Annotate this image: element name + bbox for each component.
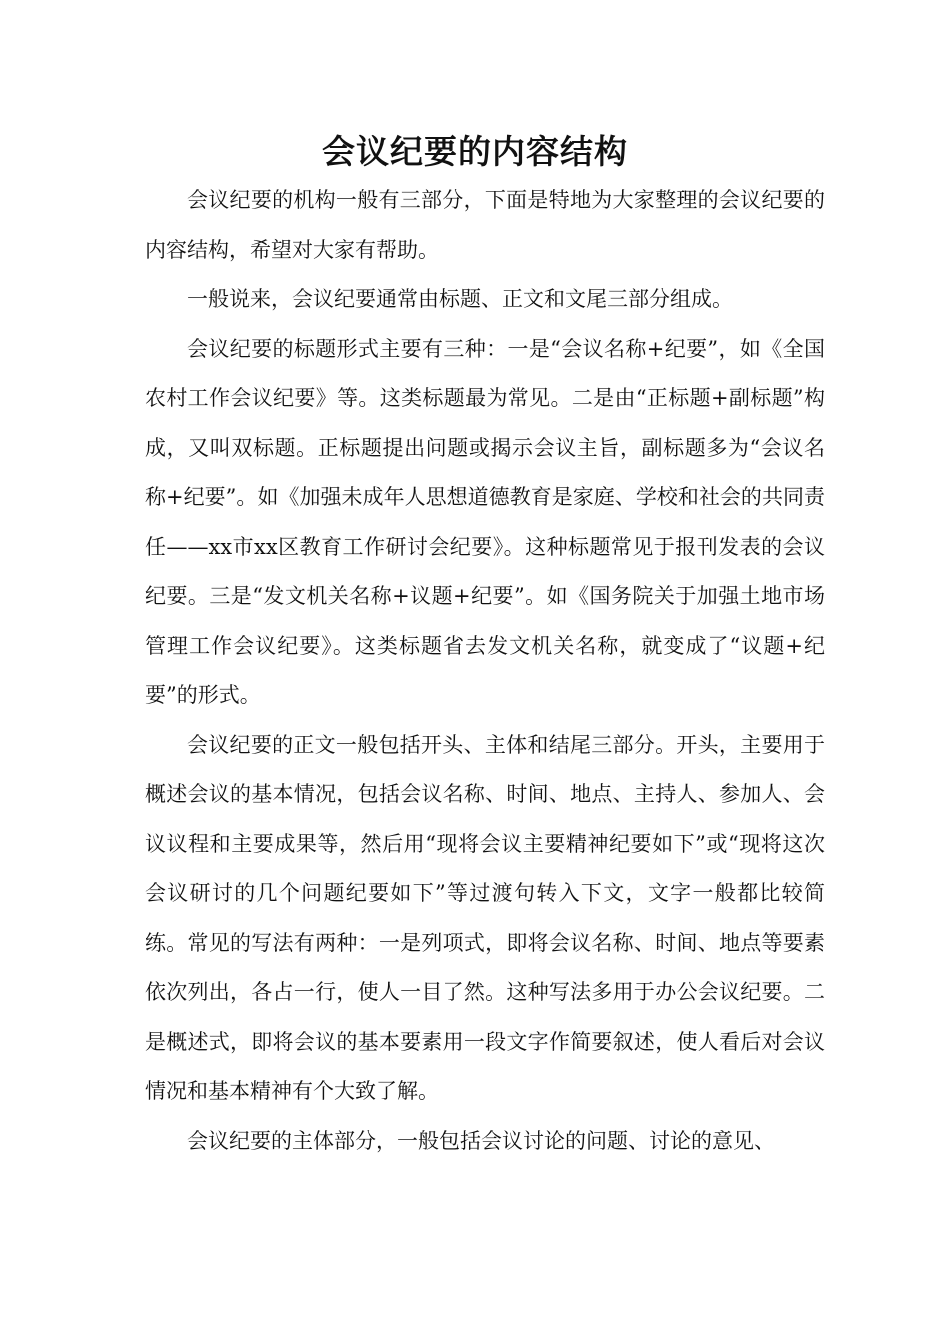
paragraph-intro: 会议纪要的机构一般有三部分，下面是特地为大家整理的会议纪要的内容结构，希望对大家有帮助。 (145, 188, 825, 262)
paragraph-title-forms: 会议纪要的标题形式主要有三种：一是“会议名称+纪要”，如《全国农村工作会议纪要》等。这类标题最为常见。二是由“正标题+副标题”构成，又叫双标题。正标题提出问题或揭示会议主旨，副标题多为“会议名称+纪要”。如《加强未成年人思想道德教育是家庭、学校和社会的共同责任——xx市xx区教育工作研讨会纪要》。这种标题常见于报刊发表的会议纪要。三是“发文机关名称+议题+纪要”。如《国务院关于加强土地市场管理工作会议纪要》。这类标题省去发文机关名称，就变成了“议题+纪要”的形式。 (145, 336, 825, 707)
paragraph-overview: 一般说来，会议纪要通常由标题、正文和文尾三部分组成。 (187, 287, 733, 311)
document-title: 会议纪要的内容结构 (322, 132, 628, 171)
document-body (145, 176, 825, 1166)
paragraph-body-opening: 会议纪要的正文一般包括开头、主体和结尾三部分。开头，主要用于概述会议的基本情况，包括会议名称、时间、地点、主持人、参加人、会议议程和主要成果等，然后用“现将会议主要精神纪要如下”或“现将这次会议研讨的几个问题纪要如下”等过渡句转入下文，文字一般都比较简练。常见的写法有两种：一是列项式，即将会议名称、时间、地点等要素依次列出，各占一行，使人一目了然。这种写法多用于办公会议纪要。二是概述式，即将会议的基本要素用一段文字作简要叙述，使人看后对会议情况和基本精神有个大致了解。 (145, 732, 825, 1103)
paragraph-body-main: 会议纪要的主体部分，一般包括会议讨论的问题、讨论的意见、 (187, 1128, 775, 1153)
